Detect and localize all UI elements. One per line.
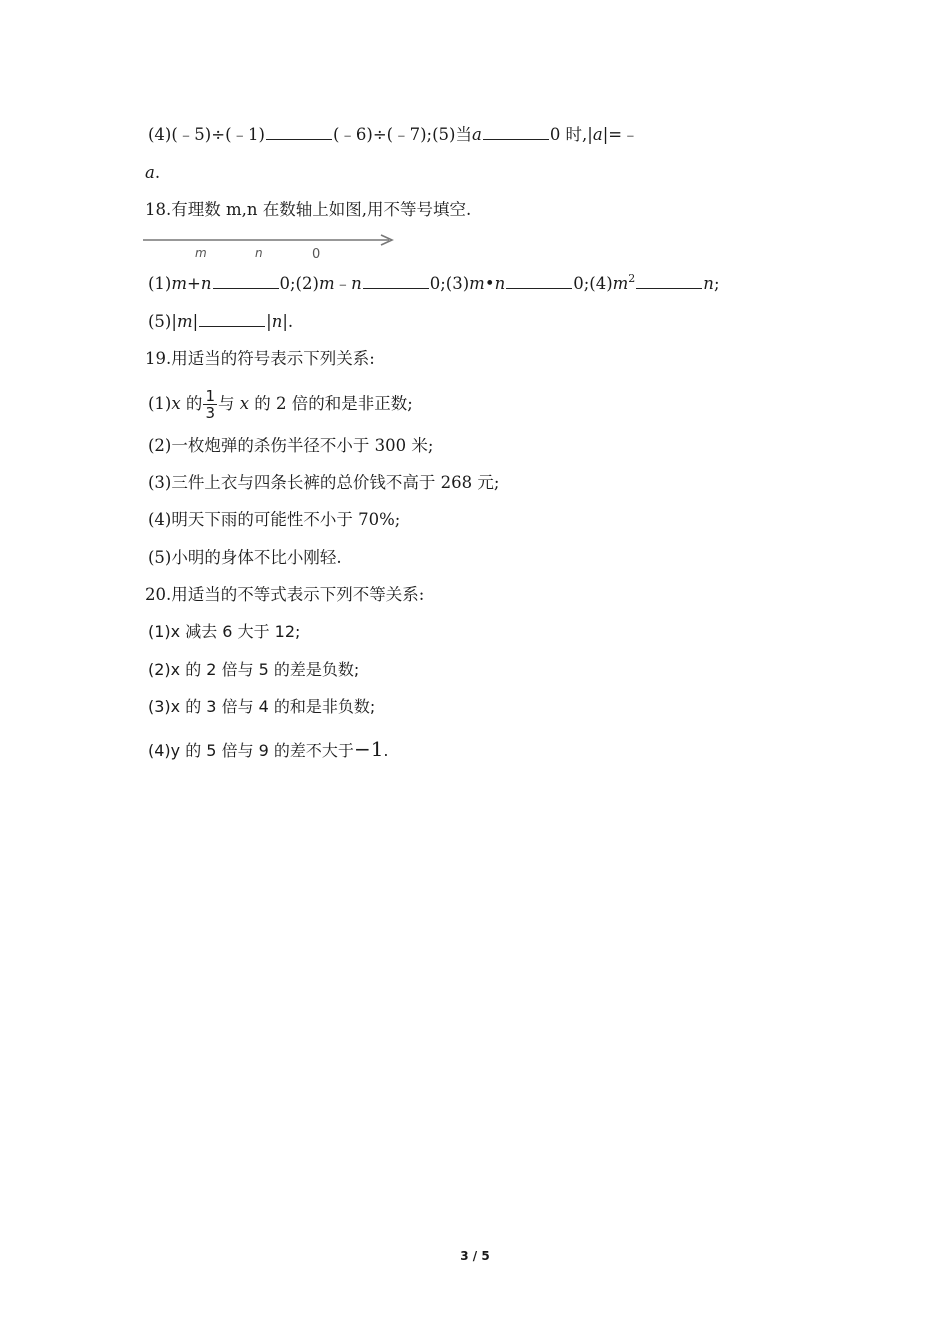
q19-stem: 19.用适当的符号表示下列关系: xyxy=(145,349,375,368)
q20-item-2: (2)x 的 2 倍与 5 的差是负数; xyxy=(148,660,360,679)
answer-blank xyxy=(213,274,279,289)
q17-p5-text-c: |=﹣ xyxy=(602,125,639,144)
var-x: x xyxy=(239,394,250,413)
var-n: n xyxy=(200,274,212,293)
q18-p1: (1) xyxy=(148,274,172,293)
superscript-2: 2 xyxy=(628,272,636,285)
q17-p4-text-b: (﹣6)÷(﹣7);(5)当 xyxy=(332,125,472,144)
period: . xyxy=(154,163,161,182)
q20-stem: 20.用适当的不等式表示下列不等关系: xyxy=(145,585,425,604)
page-number: 3 / 5 xyxy=(460,1249,490,1263)
var-m: m xyxy=(612,274,629,293)
var-x: x xyxy=(171,394,181,413)
var-m: m xyxy=(171,274,188,293)
var-m: m xyxy=(176,312,193,331)
q19-i1-text-c: 与 xyxy=(217,394,240,413)
abs-bar: | xyxy=(192,312,199,331)
answer-blank xyxy=(266,125,332,140)
fraction-numerator: 1 xyxy=(205,387,215,405)
var-a: a xyxy=(471,125,482,144)
var-a: a xyxy=(592,125,603,144)
zero: 0 xyxy=(573,274,584,293)
var-a: a xyxy=(145,163,155,182)
q20-item-3: (3)x 的 3 倍与 4 的和是非负数; xyxy=(148,697,376,716)
q18-p5: (5)| xyxy=(148,312,177,331)
abs-bar: | xyxy=(266,312,272,331)
q18-p4: ;(4) xyxy=(583,274,613,293)
fraction-one-third xyxy=(203,388,217,421)
var-n: n xyxy=(271,312,283,331)
q19-item-5: (5)小明的身体不比小刚轻. xyxy=(148,548,342,567)
q18-p3: ;(3) xyxy=(440,274,470,293)
var-m: m xyxy=(469,274,485,293)
q18-parts-1-4 xyxy=(148,273,720,295)
q18-part5 xyxy=(148,311,293,333)
q19-item-1 xyxy=(148,388,413,421)
var-n: n xyxy=(703,274,714,293)
var-m: m xyxy=(318,274,335,293)
q17-p5-text: 0 时,| xyxy=(549,125,593,144)
q19-i1-text-d: 的 2 倍的和是非正数; xyxy=(249,394,413,413)
abs-bar: | xyxy=(282,312,288,331)
q19-i1-prefix: (1) xyxy=(148,394,172,413)
fraction-denominator: 3 xyxy=(205,404,215,422)
answer-blank xyxy=(483,125,549,140)
dot-sign: • xyxy=(484,274,495,293)
q17-p4-text: (4)(﹣5)÷(﹣1) xyxy=(148,125,265,144)
answer-blank xyxy=(636,274,702,289)
q18-p2: ;(2) xyxy=(290,274,319,293)
plus-sign: + xyxy=(187,274,201,293)
q18-stem: 18.有理数 m,n 在数轴上如图,用不等号填空. xyxy=(145,200,472,219)
q19-item-4: (4)明天下雨的可能性不小于 70%; xyxy=(148,510,401,529)
q19-item-2: (2)一枚炮弹的杀伤半径不小于 300 米; xyxy=(148,436,434,455)
var-n: n xyxy=(494,274,506,293)
q20-i4-text: (4)y 的 5 倍与 9 的差不大于 xyxy=(148,741,354,760)
semicolon: ; xyxy=(713,274,720,293)
var-n: n xyxy=(351,274,362,293)
zero: 0 xyxy=(279,274,290,293)
q20-item-4 xyxy=(148,738,389,762)
q17-line2 xyxy=(145,162,160,184)
q17-part4-5 xyxy=(148,124,639,146)
number-line-label-m: m xyxy=(195,246,207,260)
zero: 0 xyxy=(429,274,441,293)
q19-i1-text: 的 xyxy=(180,394,203,413)
q20-i4-value: −1 xyxy=(353,737,384,761)
period: . xyxy=(287,312,294,331)
q19-item-3: (3)三件上衣与四条长裤的总价钱不高于 268 元; xyxy=(148,473,500,492)
period: . xyxy=(383,741,389,760)
number-line-figure xyxy=(143,232,403,264)
number-line-label-0: 0 xyxy=(312,247,321,262)
q20-item-1: (1)x 减去 6 大于 12; xyxy=(148,622,301,641)
answer-blank xyxy=(363,274,429,289)
number-line-label-n: n xyxy=(255,246,263,260)
answer-blank xyxy=(506,274,572,289)
answer-blank xyxy=(199,312,265,327)
minus-sign: ﹣ xyxy=(334,274,352,293)
